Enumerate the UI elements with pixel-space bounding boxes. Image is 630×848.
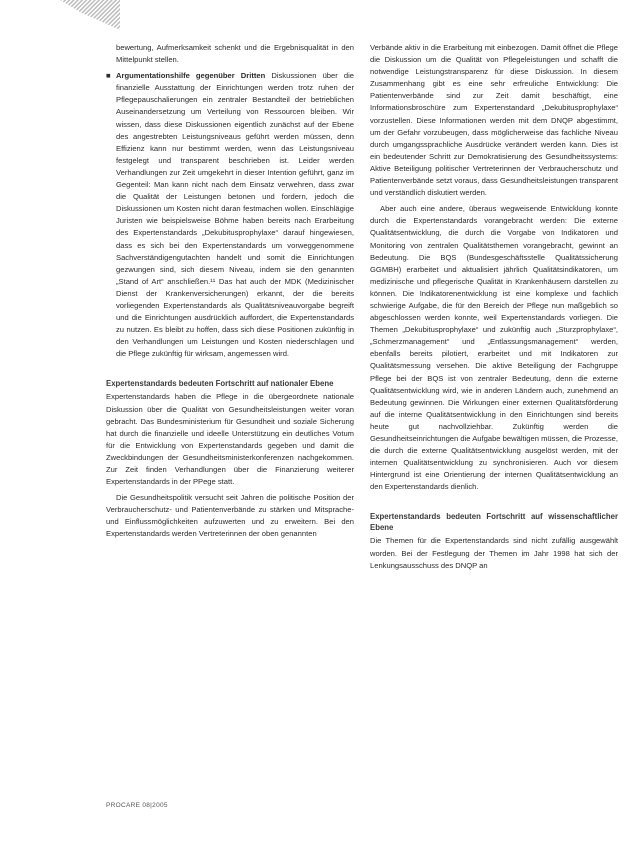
scan-corner-shading [60, 0, 120, 40]
bullet-argumentation [106, 70, 354, 360]
paragraph: Verbände aktiv in die Erarbeitung mit einbezogen. Damit öffnet die Pflege die Diskussion um die Qualität von Pflegeleistungen und schafft die notwendige Leistungstransparenz für diese Diskussion. In diesem Zusammenhang gibt es eine sehr erfreuliche Entwicklung: Die Patientenverbände sind zur Zeit damit beschäftigt, eine Informationsbroschüre zum Expertenstandard „Dekubitusprophylaxe“ vorzustellen. Diese Informationen werden mit dem DNQP abgestimmt, um der Gefahr vorzubeugen, dass möglicherweise das fachliche Niveau durch umgangssprachliche Ausdrücke verändert werden kann. Dies ist ein bedeutender Schritt zur Demokratisierung des Gesundheitssystems: Aktive Beteiligung politischer Vertreterinnen der Verbraucherschutz und Patientenverbände setzt voraus, dass Gesundheitsleistungen transparent und verständlich diskutiert werden. [370, 43, 618, 198]
paragraph: Die Gesundheitspolitik versucht seit Jahren die politische Position der Verbraucherschutz- und Patientenverbände zu stärken und Mitsprache- und Einflussmöglichkeiten aufzuwerten und zu erweitern. Bei den Expertenstandards werden Vertreterinnen der oben genannten [106, 493, 354, 539]
paragraph: Aber auch eine andere, überaus wegweisende Entwicklung konnte durch die Expertenstandards vorangebracht werden: Die externe Qualitätsentwicklung, die durch die Vorgabe von Indikatoren und Monitoring von zentralen Qualitätsthemen vorangebracht, gewinnt an Bedeutung. Die BQS (Bundesgeschäftsstelle Qualitätssicherung GGMBH) erarbeitet und aktualisiert jährlich Qualitätsindikatoren, um medizinische und pflegerische Qualität in Krankenhäusern darstellen zu können. Die Indikatorenentwicklung ist eine komplexe und fachlich schwierige Aufgabe, die für den Bereich der Pflege nun maßgeblich so abgeschlossen werden konnte, weil Expertenstandards vorliegen. Die Themen „Dekubitusprophylaxe“ und zukünftig auch „Sturzprophylaxe“, „Schmerzmanagement“ und „Entlassungsmanagement“ werden, ebenfalls bereits pilotiert, erarbeitet und mit Indikatoren zur Qualitätsmessung versehen. Die aktive Beteiligung der Fachgruppe Pflege bei der BQS ist von zentraler Bedeutung, denn die externe Qualitätsentwicklung wird, wie in anderen Ländern auch, zunehmend an Bedeutung gewinnen. Die Wirkungen einer externen Qualitätsförderung auf die interne Qualitätsentwicklung in den Einrichtungen sind bereits heute gut nachvollziehbar. Zukünftig werden die Gesundheitseinrichtungen die Aufgabe bewältigen müssen, die Prozesse, die durch die externe Qualitätsentwicklung ausgelöst werden, mit der internen Qualitätsentwicklung zu synchronisieren. Auch vor diesem Hintergrund ist eine Orientierung der internen Qualitätsentwicklung an den Expertenstandards dienlich. [370, 204, 618, 492]
bullet-continuation: bewertung, Aufmerksamkeit schenkt und die Ergebnisqualität in den Mittelpunkt stellen. [116, 43, 354, 65]
left-column [106, 42, 354, 545]
bullet-icon: ■ [106, 71, 111, 81]
section-heading-scientific: Expertenstandards bedeuten Fortschritt auf wissenschaftlicher Ebene [370, 512, 618, 533]
bullet-text: Diskussionen über die finanzielle Ausstattung der Einrichtungen werden trotz ruhen der Pflegepauschalierungen ein zentraler Bestandteil der betrieblichen Auseinandersetzung um Verteilung von Ressourcen bleiben. Wir wissen, dass diese Diskussionen eigentlich zunächst auf der Ebene des angestrebten Leistungsniveaus geführt werden müssen, denn Effizienz kann nur bestimmt werden, wenn das Leistungsniveau festgelegt und transparent beschrieben ist. Leider werden Verhandlungen zur Zeit umgekehrt in dieser Intention geführt, ganz im Gegenteil: Man kann nicht nach dem Einsatz verwehren, dass zwar die Qualität der Leistungen betonen und fordern, jedoch die Diskussionen um Kosten nicht daran festmachen wollen. Einschlägige Juristen wie beispielsweise Böhme haben bereits nach Erarbeitung des Expertenstandards „Dekubitusprophylaxe“ darauf hingewiesen, dass es sich bei den Expertenstandards um vorweggenommene Sachverständigengutachten handelt und somit die Einrichtungen gezwungen sind, sich diesem Niveau, indem sie den genannten „Stand of Art“ anschließen.¹¹ Das hat auch der MDK (Medizinischer Dienst der Krankenversicherungen) erkannt, der die bereits vorliegenden Expertenstandards als Qualitätsniveauvorgabe begreift und die Einrichtungen ausdrücklich auffordert, die Expertenstandards zu nutzen. Es bleibt zu hoffen, dass sich diese Positionen zukünftig in den Verhandlungen um Leistungen und Kosten niederschlagen und die Pflege zukünftig für wirksam, angemessen wird. [116, 71, 354, 359]
paragraph: Expertenstandards haben die Pflege in die übergeordnete nationale Diskussion über die Qualität von Gesundheitsleistungen weiter voran gebracht. Das Bundesministerium für Gesundheit und soziale Sicherung hat durch die finanzielle und ideelle Unterstützung ein deutliches Votum für die Entwicklung von Expertenstandards gegeben und damit die Zweckbindungen der Gesundheitsministerkonferenzen nachgekommen. Zur Zeit finden Verhandlungen über die Finanzierung weiterer Expertenstandards in der PPege statt. [106, 392, 354, 487]
right-column [370, 42, 618, 576]
bullet-lead: Argumentationshilfe gegenüber Dritten [116, 71, 266, 81]
paragraph: Die Themen für die Expertenstandards sind nicht zufällig ausgewählt worden. Bei der Festlegung der Themen im Jahr 1998 hat sich der Lenkungsausschuss des DNQP an [370, 536, 618, 570]
page-footer: PROCARE 08|2005 [106, 802, 168, 809]
section-heading-national: Expertenstandards bedeuten Fortschritt auf nationaler Ebene [106, 379, 334, 389]
